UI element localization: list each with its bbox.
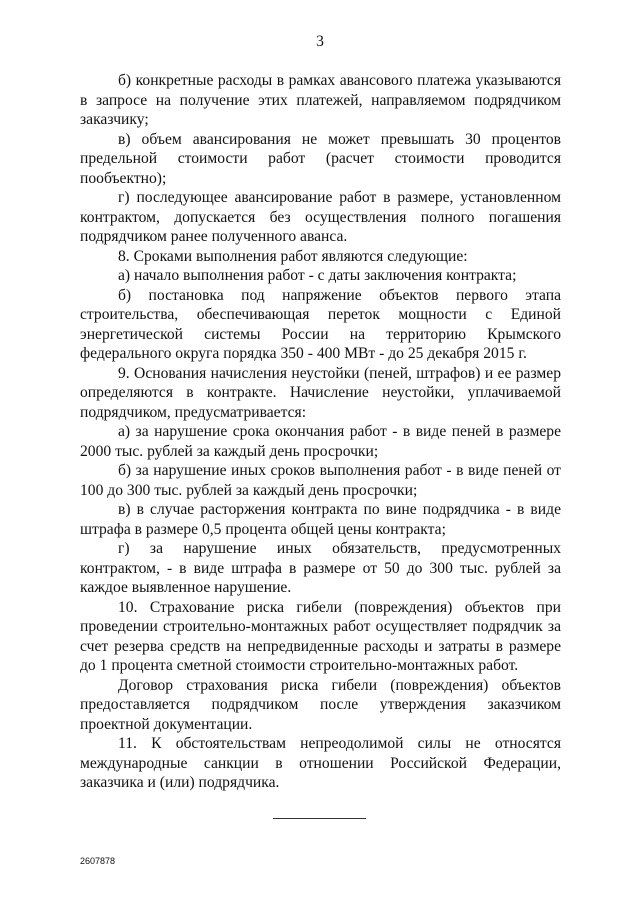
paragraph-8: 8. Сроками выполнения работ являются следующие: [118, 247, 468, 265]
page-number: 3 [316, 33, 324, 50]
paragraph-6b: б) конкретные расходы в рамках авансового платежа указываются в запросе на получение этих платежей, направляемом подрядчиком заказчику; [80, 72, 561, 128]
footer-rule [273, 818, 366, 819]
document-code: 2607878 [80, 856, 116, 866]
paragraph-9: 9. Основания начисления неустойки (пеней, штрафов) и ее размер определяются в контракте. Начисление неустойки, уплачиваемой подрядчиком, предусматривается: [80, 364, 561, 421]
paragraph-10: 10. Страхование риска гибели (повреждения) объектов при проведении строительно-монтажных работ осуществляет подрядчик за счет резерва средств на непредвиденные расходы и затраты в размере до 1 процента сметной стоимости строительно-монтажных работ. [80, 598, 561, 674]
paragraph-6v: в) объем авансирования не может превышать 30 процентов предельной стоимости работ (расчет стоимости проводится пообъектно); [80, 130, 561, 187]
paragraph-9a: а) за нарушение срока окончания работ - в виде пеней в размере 2000 тыс. рублей за каждый день просрочки; [80, 423, 561, 460]
paragraph-9g: г) за нарушение иных обязательств, предусмотренных контрактом, - в виде штрафа в размере от 50 до 300 тыс. рублей за каждое выявленное нарушение. [80, 540, 561, 596]
paragraph-6g: г) последующее авансирование работ в размере, установленном контрактом, допускается без осуществления полного погашения подрядчиком ранее полученного аванса. [80, 189, 561, 245]
paragraph-9v: в) в случае расторжения контракта по вине подрядчика - в виде штрафа в размере 0,5 процента общей цены контракта; [80, 501, 561, 538]
paragraph-10-insurance: Договор страхования риска гибели (повреждения) объектов предоставляется подрядчиком после утверждения заказчиком проектной документации. [80, 676, 561, 733]
paragraph-9b: б) за нарушение иных сроков выполнения работ - в виде пеней от 100 до 300 тыс. рублей за каждый день просрочки; [80, 462, 561, 499]
paragraph-8a: а) начало выполнения работ - с даты заключения контракта; [118, 267, 517, 284]
paragraph-8b: б) постановка под напряжение объектов первого этапа строительства, обеспечивающая переток мощности с Единой энергетической системы России на территорию Крымского федерального округа порядка 350 - 400 МВт - до 25 декабря 2015 г. [80, 286, 561, 362]
paragraph-11: 11. К обстоятельствам непреодолимой силы не относятся международные санкции в отношении Российской Федерации, заказчика и (или) подрядчика. [80, 735, 561, 791]
document-body [80, 71, 561, 793]
